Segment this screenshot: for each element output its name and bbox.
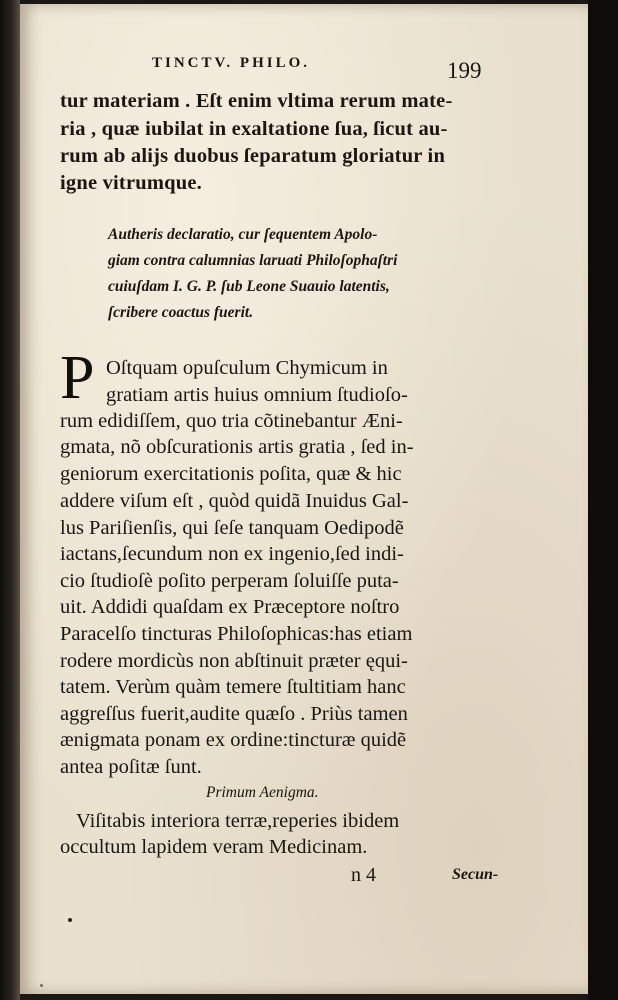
declaration-line: cuiuſdam I. G. P. ſub Leone Suauio latentis,: [108, 278, 390, 295]
background-edge: [588, 0, 618, 1000]
declaration-line: ſcribere coactus fuerit.: [108, 304, 254, 321]
page-number: 199: [447, 58, 482, 83]
text-line: gmata, nõ obſcurationis artis gratia , ſed in-: [60, 436, 414, 458]
text-line: Viſitabis interiora terræ,reperies ibidem: [76, 810, 400, 832]
running-head: TINCTV. PHILO.: [152, 55, 311, 71]
text-line: Paracelſo tincturas Philoſophicas:has etiam: [60, 623, 413, 645]
declaration-line: Autheris declaratio, cur ſequentem Apolo-: [108, 226, 378, 243]
text-line: occultum lapidem veram Medicinam.: [60, 836, 368, 858]
text-line: uit. Addidi quaſdam ex Præceptore noſtro: [60, 596, 400, 618]
text-line: cio ſtudioſè poſito perperam ſoluiſſe puta-: [60, 570, 399, 592]
book-page: [20, 4, 588, 994]
ink-speck: [68, 918, 72, 922]
text-line: iactans,ſecundum non ex ingenio,ſed indi-: [60, 543, 404, 565]
text-line: aggreſſus fuerit,audite quæſo . Priùs tamen: [60, 703, 408, 725]
text-line: antea poſitæ ſunt.: [60, 756, 202, 778]
catchword: Secun-: [452, 866, 499, 883]
text-line: geniorum exercitationis poſita, quæ & hic: [60, 463, 402, 485]
book-spine-shadow: [0, 0, 20, 1000]
text-line: lus Pariſienſis, qui ſeſe tanquam Oedipodẽ: [60, 517, 404, 539]
section-heading: Primum Aenigma.: [206, 784, 319, 801]
drop-cap: P: [60, 344, 95, 412]
text-line: ria , quæ iubilat in exaltatione ſua, ſicut au-: [60, 118, 448, 140]
text-line: gratiam artis huius omnium ſtudioſo-: [106, 384, 408, 406]
declaration-line: giam contra calumnias laruati Philoſophaſtri: [108, 252, 398, 269]
signature-mark: n 4: [351, 864, 376, 886]
text-line: igne vitrumque.: [60, 172, 202, 194]
text-line: tatem. Verùm quàm temere ſtultitiam hanc: [60, 676, 406, 698]
text-line: tur materiam . Eſt enim vltima rerum mate-: [60, 90, 453, 112]
text-line: ænigmata ponam ex ordine:tincturæ quidẽ: [60, 729, 407, 751]
ink-speck: [40, 984, 43, 987]
text-line: rum ab alijs duobus ſeparatum gloriatur in: [60, 145, 446, 167]
text-line: rodere mordicùs non abſtinuit præter ęqui-: [60, 650, 408, 672]
text-line: Oſtquam opuſculum Chymicum in: [106, 357, 388, 379]
text-line: rum edidiſſem, quo tria cõtinebantur Æni-: [60, 410, 403, 432]
text-line: addere viſum eſt , quòd quidã Inuidus Gal-: [60, 490, 409, 512]
